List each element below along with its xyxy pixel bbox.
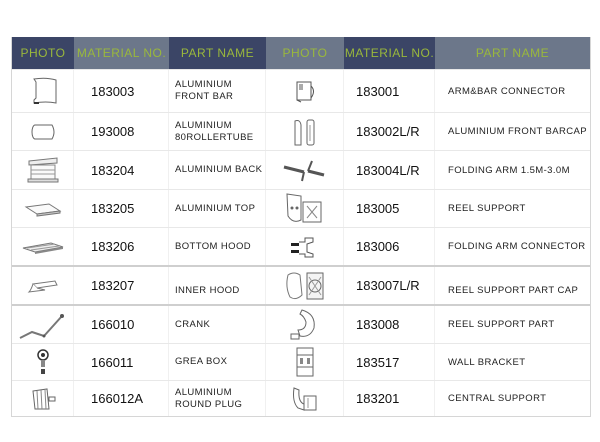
part-name: ALUMINIUM ROUND PLUG [169, 381, 266, 416]
table-row [12, 227, 590, 265]
reel-support-part-icon [288, 308, 322, 342]
material-no: 183001 [344, 70, 435, 112]
material-no: 183205 [74, 190, 169, 227]
photo-cell [266, 228, 344, 265]
photo-cell [12, 306, 74, 343]
part-name: INNER HOOD [169, 267, 266, 304]
material-no: 183201 [344, 381, 435, 416]
material-no: 183008 [344, 306, 435, 343]
table-row [12, 189, 590, 227]
material-no: 183204 [74, 151, 169, 189]
material-no: 193008 [74, 113, 169, 150]
part-name: FOLDING ARM CONNECTOR [448, 241, 586, 252]
central-support-icon [290, 384, 320, 414]
material-no: 166012A [74, 381, 169, 416]
table-row [12, 304, 590, 343]
material-no: 183206 [74, 228, 169, 265]
part-name: CENTRAL SUPPORT [448, 393, 547, 404]
material-no: 183002L/R [344, 113, 435, 150]
material-no: 183517 [344, 344, 435, 380]
part-name: REEL SUPPORT PART [448, 319, 555, 330]
photo-cell [266, 151, 344, 189]
material-no: 183003 [74, 70, 169, 112]
part-name: ALUMINIUM FRONT BARCAP [448, 126, 587, 137]
material-no: 183207 [74, 267, 169, 304]
photo-cell [266, 344, 344, 380]
material-no: 183007L/R [344, 267, 435, 304]
part-name: ALUMINIUM 80ROLLERTUBE [169, 113, 266, 150]
material-no: 183006 [344, 228, 435, 265]
reel-cap-icon [282, 269, 328, 303]
table-row [12, 69, 590, 112]
photo-cell [12, 228, 74, 265]
table-row [12, 343, 590, 380]
round-plug-icon [27, 385, 59, 413]
header-photo: PHOTO [12, 37, 74, 69]
gear-box-icon [35, 347, 51, 377]
part-name: WALL BRACKET [448, 356, 526, 368]
part-name: ALUMINIUM TOP [169, 190, 266, 227]
material-no: 166010 [74, 306, 169, 343]
folding-arm-icon [282, 157, 328, 183]
part-name: CRANK [169, 306, 266, 343]
part-name: REEL SUPPORT PART CAP [448, 285, 579, 296]
header-material-no-2: MATERIAL NO. [344, 37, 435, 69]
table-row [12, 265, 590, 304]
photo-cell [266, 190, 344, 227]
arm-bar-connector-icon [293, 78, 317, 104]
photo-cell [12, 151, 74, 189]
part-name: ALUMINIUM FRONT BAR [169, 70, 266, 112]
table-row [12, 112, 590, 150]
table-header [12, 37, 590, 69]
arm-connector-icon [289, 236, 321, 258]
photo-cell [266, 267, 344, 304]
header-part-name-2: PART NAME [435, 37, 590, 69]
part-name: GREA BOX [169, 344, 266, 380]
photo-cell [266, 306, 344, 343]
photo-cell [266, 113, 344, 150]
material-no: 183004L/R [344, 151, 435, 189]
photo-cell [12, 381, 74, 416]
material-no: 183005 [344, 190, 435, 227]
photo-cell [12, 267, 74, 304]
reel-support-icon [283, 192, 327, 226]
crank-icon [18, 310, 68, 340]
part-name: ALUMINIUM BACK [169, 151, 266, 189]
photo-cell [12, 113, 74, 150]
front-barcap-icon [291, 117, 319, 147]
parts-table [11, 37, 591, 417]
photo-cell [266, 381, 344, 416]
photo-cell [266, 70, 344, 112]
header-material-no: MATERIAL NO. [74, 37, 169, 69]
front-bar-profile-icon [26, 76, 60, 106]
photo-cell [12, 190, 74, 227]
wall-bracket-icon [294, 345, 316, 379]
back-profile-icon [25, 155, 61, 185]
table-row [12, 150, 590, 189]
part-name: FOLDING ARM 1.5M-3.0M [448, 164, 570, 176]
top-plate-icon [23, 199, 63, 219]
photo-cell [12, 70, 74, 112]
material-no: 166011 [74, 344, 169, 380]
table-row [12, 380, 590, 416]
part-name: ARM&BAR CONNECTOR [448, 85, 566, 97]
roller-tube-icon [28, 122, 58, 142]
part-name: BOTTOM HOOD [169, 228, 266, 265]
bottom-hood-icon [21, 239, 65, 255]
header-part-name: PART NAME [169, 37, 266, 69]
photo-cell [12, 344, 74, 380]
inner-hood-icon [25, 276, 61, 296]
header-photo-2: PHOTO [266, 37, 344, 69]
part-name: REEL SUPPORT [448, 203, 526, 214]
